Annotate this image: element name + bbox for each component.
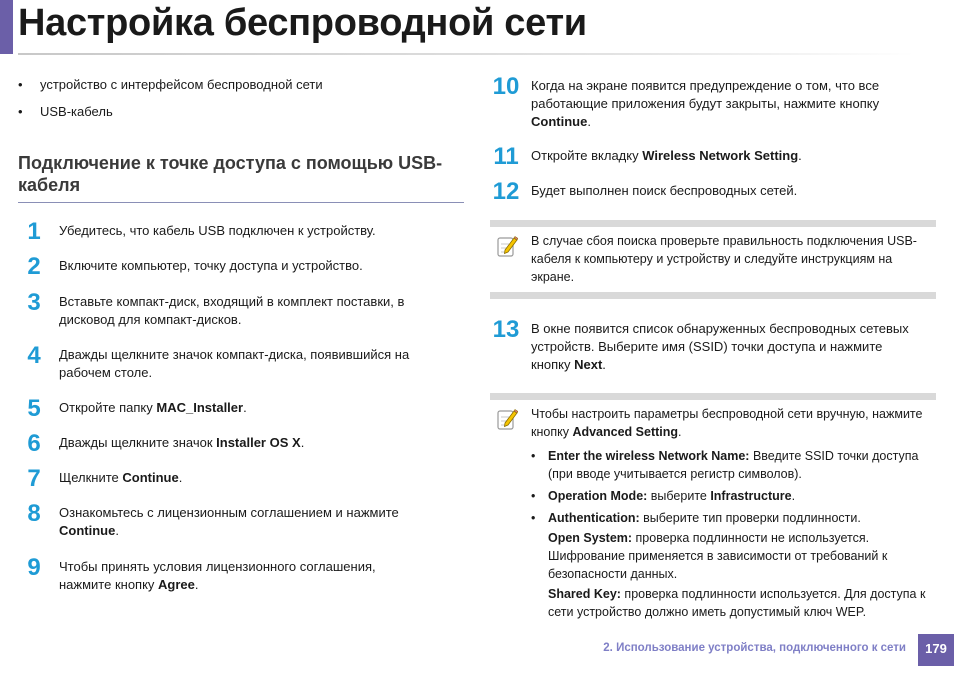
advanced-options-list [531,447,936,621]
step-text: Вставьте компакт-диск, входящий в комплект поставки, в дисковод для компакт-дисков. [59,294,405,327]
list-item: • устройство с интерфейсом беспроводной сети [18,76,458,93]
note-pencil-icon [496,408,518,432]
step-number: 3 [27,289,41,316]
title-divider [18,53,914,55]
step-4 [18,342,418,382]
step-number: 11 [493,143,519,170]
step-text: Включите компьютер, точку доступа и устройство. [59,258,363,273]
step-number: 13 [492,316,520,343]
footer-chapter: 2. Использование устройства, подключенного к сети [603,642,906,654]
note-text: В случае сбоя поиска проверьте правильность подключения USB-кабеля к компьютеру и устройству и следуйте инструкциям на экране. [531,234,917,284]
step-6 [18,430,418,457]
step-number: 6 [27,430,41,457]
list-item: • USB-кабель [18,103,458,120]
advanced-intro: Чтобы настроить параметры беспроводной сети вручную, нажмите кнопку Advanced Setting. [531,407,923,439]
step-9 [18,554,418,594]
shared-key-desc: Shared Key: проверка подлинности используется. Для доступа к сети устройство должно иметь допустимый ключ WEP. [548,587,926,619]
list-item: • Operation Mode: выберите Infrastructure. [531,487,936,505]
step-13 [490,316,910,374]
step-2 [18,253,418,280]
step-text: В окне появится список обнаруженных беспроводных сетевых устройств. Выберите имя (SSID) точки доступа и нажмите кнопку Next. [531,321,909,372]
step-number: 7 [27,465,41,492]
step-number: 4 [27,342,41,369]
title-accent-bar [0,0,13,54]
note-pencil-icon [496,235,518,259]
step-text: Чтобы принять условия лицензионного соглашения, нажмите кнопку Agree. [59,559,376,592]
page-title: Настройка беспроводной сети [18,2,587,44]
step-number: 8 [27,500,41,527]
step-number: 1 [27,218,41,245]
step-text: Щелкните Continue. [59,470,183,485]
list-item: • Enter the wireless Network Name: Введите SSID точки доступа (при вводе учитывается регистр символов). [531,447,936,483]
step-12 [490,178,910,205]
page-number: 179 [918,634,954,666]
step-text: Дважды щелкните значок Installer OS X. [59,435,305,450]
step-1 [18,218,418,245]
step-number: 5 [27,395,41,422]
step-3 [18,289,418,329]
note-box [490,220,936,299]
step-number: 2 [27,253,41,280]
section-divider [18,202,464,203]
advanced-note-box [490,393,936,631]
open-system-desc: Open System: проверка подлинности не используется. Шифрование применяется в зависимости от требований к безопасности данных. [548,531,888,581]
list-item: • Authentication: выберите тип проверки подлинности. Open System: проверка подлинности не используется. Шифрование применяется в зависимости от требований к безопасности данных. Shared Key: проверка подлинности используется. Для доступа к сети устройство должно иметь допустимый ключ WEP. [531,509,936,621]
step-8 [18,500,418,540]
step-text: Когда на экране появится предупреждение о том, что все работающие приложения будут закрыты, нажмите кнопку Continue. [531,78,880,129]
step-text: Убедитесь, что кабель USB подключен к устройству. [59,223,376,238]
step-text: Откройте папку MAC_Installer. [59,400,247,415]
step-7 [18,465,418,492]
step-11 [490,143,910,170]
step-number: 9 [27,554,41,581]
step-text: Дважды щелкните значок компакт-диска, появившийся на рабочем столе. [59,347,410,380]
step-text: Будет выполнен поиск беспроводных сетей. [531,183,798,198]
step-5 [18,395,418,422]
step-text: Откройте вкладку Wireless Network Setting. [531,148,802,163]
section-heading: Подключение к точке доступа с помощью USB-кабеля [18,153,443,195]
requirements-list [18,76,458,130]
step-number: 10 [492,73,520,100]
advanced-note-text [531,400,936,631]
step-text: Ознакомьтесь с лицензионным соглашением и нажмите Continue. [59,505,399,538]
step-10 [490,73,910,131]
step-number: 12 [492,178,520,205]
